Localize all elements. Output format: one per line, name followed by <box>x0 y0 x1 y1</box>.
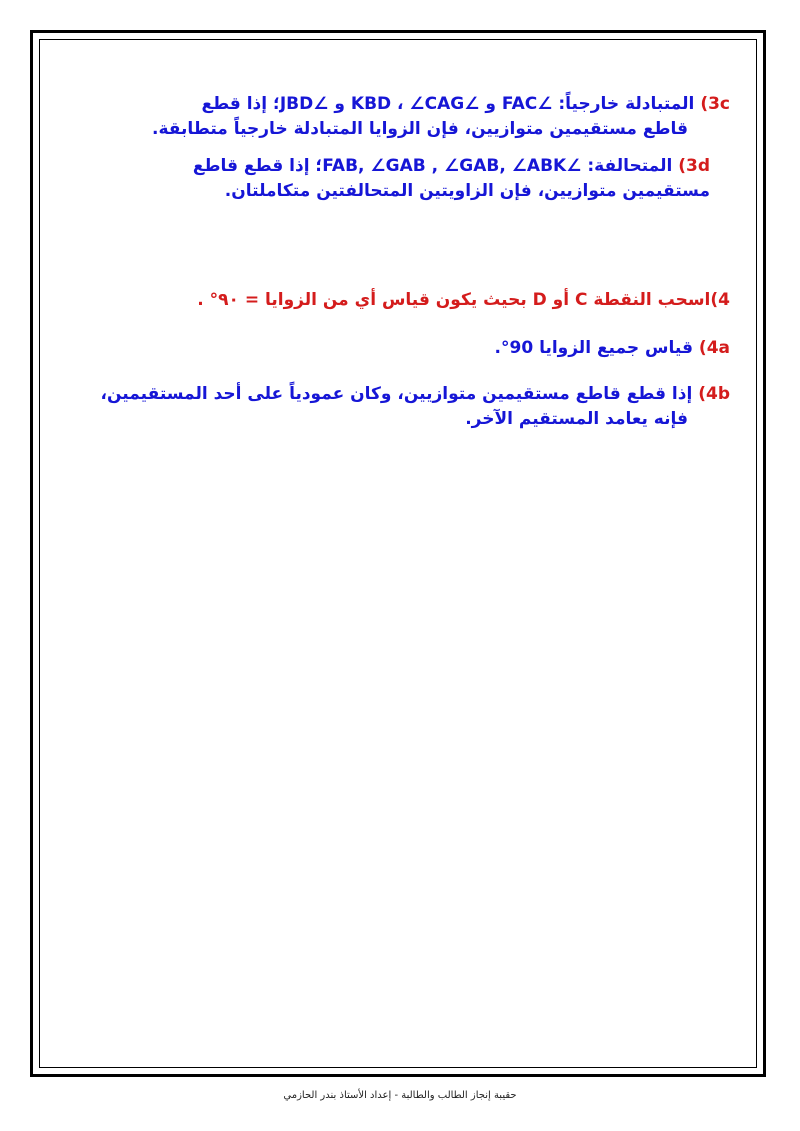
item-text-line2: مستقيمين متوازيين، فإن الزاويتين المتحالفتين متكاملتان. <box>224 181 710 201</box>
item-number: 3d) <box>678 156 710 176</box>
item-3d <box>70 154 710 204</box>
item-number: 4) <box>710 290 730 310</box>
page-footer: حقيبة إنجاز الطالب والطالبة - إعداد الأستاذ بندر الحازمي <box>283 1090 517 1101</box>
item-text-line1: إذا قطع قاطع مستقيمين متوازيين، وكان عمودياً على أحد المستقيمين، <box>100 384 693 404</box>
item-text-line1: المتبادلة خارجياً: ∠FAC و ∠KBD ، ∠CAG و ∠JBD؛ إذا قطع <box>201 94 695 114</box>
item-4b <box>70 382 730 432</box>
item-text-line1: اسحب النقطة C أو D بحيث يكون قياس أي من الزوايا = ٩٠° . <box>197 290 711 310</box>
item-number: 3c) <box>700 94 730 114</box>
item-4a <box>70 336 730 361</box>
item-text-line1: المتحالفة: ∠FAB, ∠GAB , ∠GAB, ∠ABK؛ إذا قطع قاطع <box>192 156 673 176</box>
item-4 <box>70 288 730 313</box>
item-number: 4b) <box>698 384 730 404</box>
item-number: 4a) <box>698 338 730 358</box>
item-text-line2: قاطع مستقيمين متوازيين، فإن الزوايا المتبادلة خارجياً متطابقة. <box>151 119 688 139</box>
item-text-line1: قياس جميع الزوايا 90°. <box>494 338 693 358</box>
item-text-line2: فإنه يعامد المستقيم الآخر. <box>465 409 688 429</box>
item-3c <box>70 92 730 142</box>
